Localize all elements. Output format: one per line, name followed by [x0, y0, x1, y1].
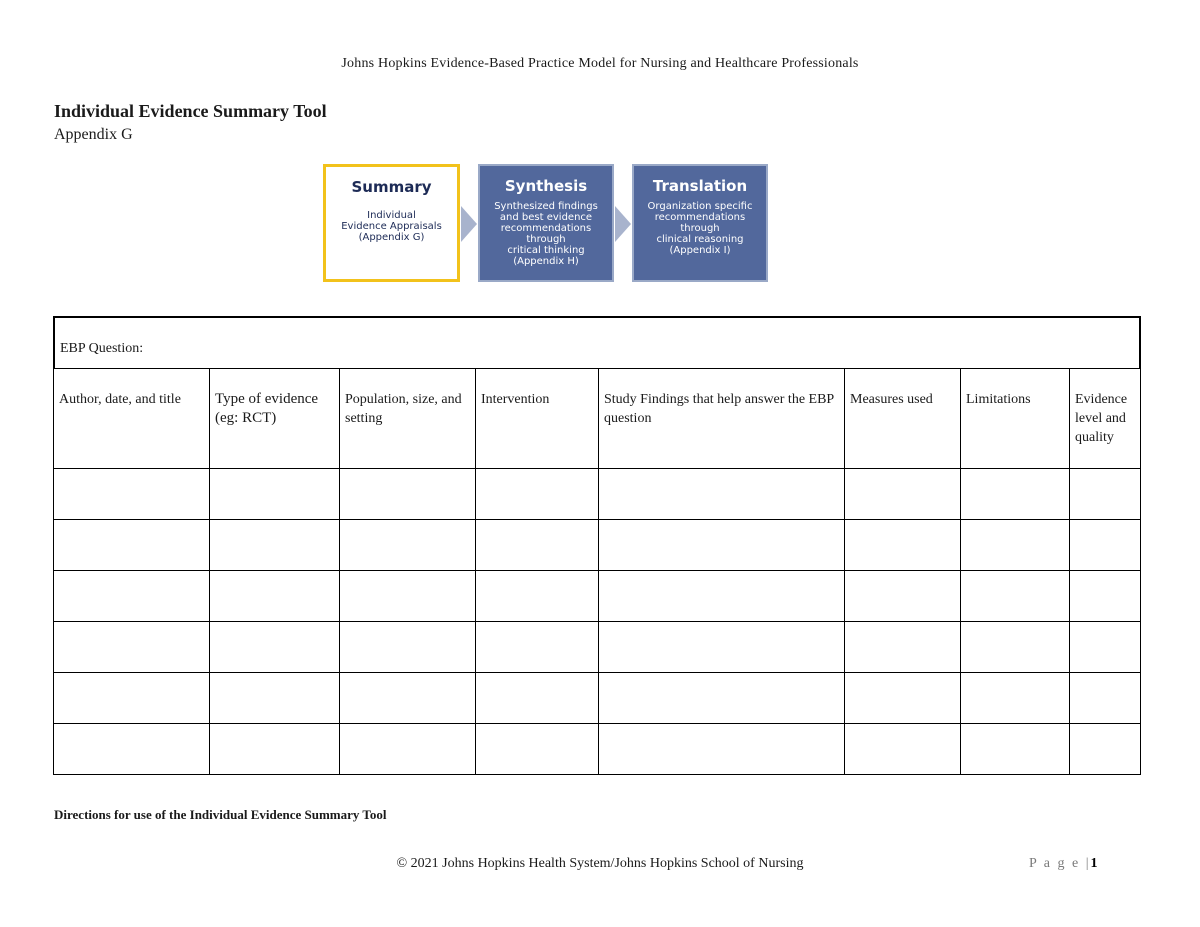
table-cell[interactable] — [476, 520, 599, 571]
summary-line: (Appendix G) — [358, 232, 425, 243]
summary-step — [323, 164, 460, 282]
column-header-limitations: Limitations — [961, 369, 1070, 469]
table-cell[interactable] — [961, 520, 1070, 571]
column-header-findings: Study Findings that help answer the EBP question — [599, 369, 845, 469]
table-cell[interactable] — [599, 469, 845, 520]
synthesis-step-title: Synthesis — [504, 177, 588, 195]
column-header-intervention: Intervention — [476, 369, 599, 469]
translation-step-text — [634, 201, 766, 256]
table-cell[interactable] — [340, 520, 476, 571]
column-header-evidence-level: Evidence level and quality — [1070, 369, 1141, 469]
table-cell[interactable] — [845, 469, 961, 520]
table-cell[interactable] — [599, 622, 845, 673]
table-cell[interactable] — [476, 673, 599, 724]
table-cell[interactable] — [476, 469, 599, 520]
table-cell[interactable] — [210, 673, 340, 724]
translation-line: (Appendix I) — [669, 245, 731, 256]
table-cell[interactable] — [340, 622, 476, 673]
table-row — [54, 469, 1141, 520]
column-header-evidence-type: Type of evidence (eg: RCT) — [210, 369, 340, 469]
table-cell[interactable] — [54, 571, 210, 622]
table-cell[interactable] — [1070, 724, 1141, 775]
table-cell[interactable] — [340, 469, 476, 520]
table-cell[interactable] — [961, 571, 1070, 622]
footer-copyright: © 2021 Johns Hopkins Health System/Johns Hopkins School of Nursing — [396, 856, 804, 871]
table-cell[interactable] — [54, 673, 210, 724]
ebp-question-field[interactable]: EBP Question: — [53, 316, 1141, 369]
running-header: Johns Hopkins Evidence-Based Practice Model for Nursing and Healthcare Professionals — [341, 56, 859, 71]
table-cell[interactable] — [210, 724, 340, 775]
table-row — [54, 571, 1141, 622]
summary-line: Evidence Appraisals — [341, 221, 442, 232]
table-cell[interactable] — [210, 520, 340, 571]
table-cell[interactable] — [961, 469, 1070, 520]
arrow-right-icon — [615, 206, 631, 242]
table-cell[interactable] — [54, 520, 210, 571]
summary-line: Individual — [367, 210, 416, 221]
evidence-summary-table — [53, 368, 1141, 775]
table-cell[interactable] — [54, 622, 210, 673]
footer-page-number — [1029, 856, 1098, 872]
table-cell[interactable] — [1070, 673, 1141, 724]
table-cell[interactable] — [340, 724, 476, 775]
synthesis-step — [478, 164, 614, 282]
summary-step-title: Summary — [351, 178, 432, 196]
table-row — [54, 622, 1141, 673]
table-cell[interactable] — [340, 673, 476, 724]
column-header-population: Population, size, and setting — [340, 369, 476, 469]
table-cell[interactable] — [599, 571, 845, 622]
table-cell[interactable] — [476, 571, 599, 622]
translation-line: Organization specific — [647, 201, 753, 212]
translation-line: clinical reasoning — [656, 234, 744, 245]
table-cell[interactable] — [845, 622, 961, 673]
document-subtitle: Appendix G — [54, 126, 133, 143]
table-row — [54, 673, 1141, 724]
synthesis-step-text — [480, 201, 612, 267]
synthesis-line: (Appendix H) — [513, 256, 579, 267]
table-cell[interactable] — [1070, 622, 1141, 673]
synthesis-line: recommendations — [500, 223, 592, 234]
table-cell[interactable] — [599, 724, 845, 775]
table-cell[interactable] — [476, 724, 599, 775]
table-cell[interactable] — [1070, 469, 1141, 520]
table-row — [54, 724, 1141, 775]
table-cell[interactable] — [54, 724, 210, 775]
column-header-measures: Measures used — [845, 369, 961, 469]
translation-line: through — [680, 223, 720, 234]
table-cell[interactable] — [54, 469, 210, 520]
table-cell[interactable] — [340, 571, 476, 622]
table-cell[interactable] — [599, 520, 845, 571]
table-header-row — [54, 369, 1141, 469]
table-cell[interactable] — [476, 622, 599, 673]
ebp-process-diagram — [0, 164, 1200, 284]
table-cell[interactable] — [845, 520, 961, 571]
table-cell[interactable] — [210, 571, 340, 622]
synthesis-line: critical thinking — [507, 245, 585, 256]
synthesis-line: Synthesized findings — [494, 201, 598, 212]
translation-step — [632, 164, 768, 282]
table-cell[interactable] — [210, 469, 340, 520]
table-cell[interactable] — [599, 673, 845, 724]
table-cell[interactable] — [210, 622, 340, 673]
page-number: 1 — [1090, 856, 1098, 871]
translation-step-title: Translation — [652, 177, 748, 195]
synthesis-line: through — [526, 234, 566, 245]
table-row — [54, 520, 1141, 571]
synthesis-line: and best evidence — [499, 212, 593, 223]
table-cell[interactable] — [1070, 571, 1141, 622]
page-label: P a g e | — [1029, 856, 1091, 871]
directions-heading: Directions for use of the Individual Evidence Summary Tool — [54, 807, 387, 822]
table-cell[interactable] — [845, 571, 961, 622]
translation-line: recommendations — [654, 212, 746, 223]
document-title: Individual Evidence Summary Tool — [54, 101, 327, 121]
table-cell[interactable] — [845, 724, 961, 775]
arrow-right-icon — [461, 206, 477, 242]
table-cell[interactable] — [961, 724, 1070, 775]
table-cell[interactable] — [845, 673, 961, 724]
table-cell[interactable] — [1070, 520, 1141, 571]
table-cell[interactable] — [961, 622, 1070, 673]
table-cell[interactable] — [961, 673, 1070, 724]
column-header-author: Author, date, and title — [54, 369, 210, 469]
summary-step-text — [326, 210, 457, 243]
